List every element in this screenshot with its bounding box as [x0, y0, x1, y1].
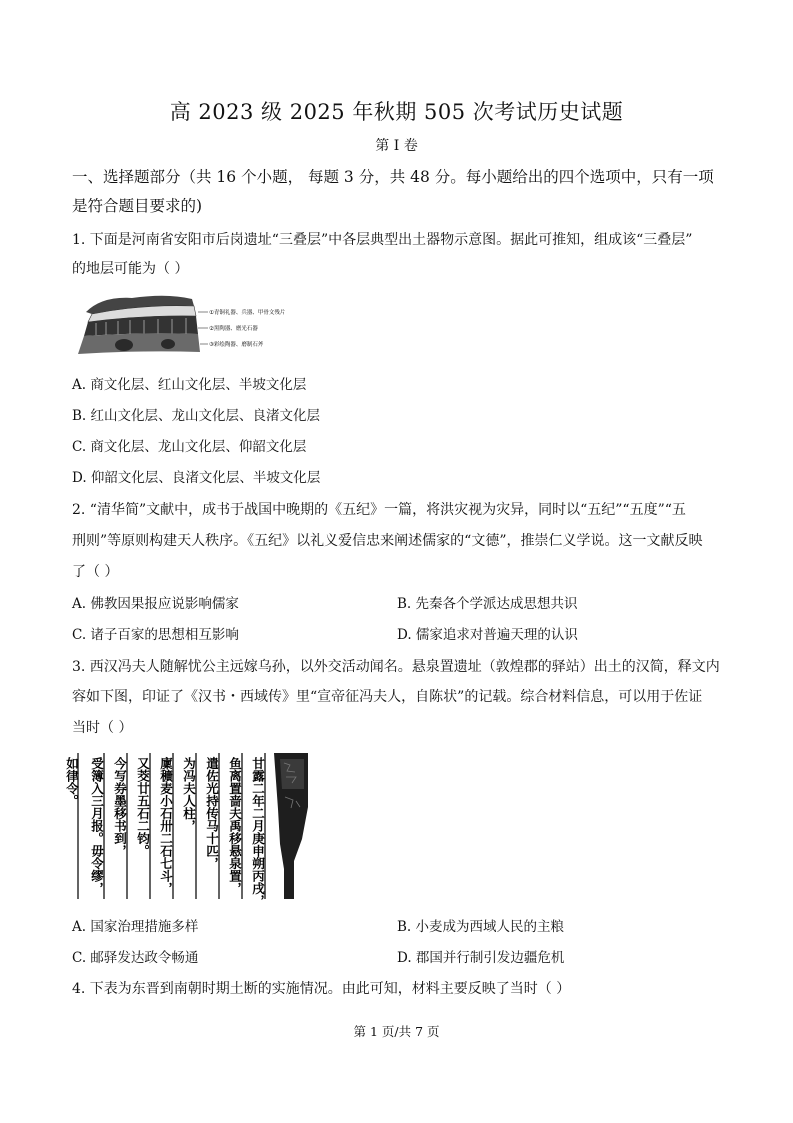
q1-stratigraphy-figure	[72, 290, 312, 358]
q2-option-c[interactable]: C. 诸子百家的思想相互影响	[72, 627, 239, 643]
q3-option-c[interactable]: C. 邮驿发达政令畅通	[72, 950, 199, 966]
q3-han-slip-figure	[64, 749, 312, 907]
slip-column-2: 鱼离置啬夫禹移悬泉置，	[227, 757, 243, 895]
slip-column-6: 又茭廿五石二钧。	[135, 757, 151, 857]
q1-option-d[interactable]: D. 仰韶文化层、良渚文化层、半坡文化层	[72, 470, 321, 486]
q3-stem-line2: 容如下图，印证了《汉书・西域传》里“宣帝征冯夫人，自陈状”的记载。综合材料信息，可以用于佐证	[72, 689, 703, 705]
q2-stem-line2: 刑则”等原则构建天人秩序。《五纪》以礼义爱信忠来阐述儒家的“文德”，推崇仁义学说。这一文献反映	[72, 533, 703, 549]
slip-column-8: 受簿入三月报。毋令缪，	[89, 757, 105, 895]
slip-column-5: 廩穬麦小石卅二石七斗，	[158, 757, 174, 895]
volume-label: 第 I 卷	[375, 138, 418, 154]
q2-stem-line3: 了（ ）	[72, 564, 119, 580]
q1-stem-line1: 1. 下面是河南省安阳市后岗遗址“三叠层”中各层典型出土器物示意图。据此可推知，组成该“三叠层”	[72, 232, 693, 248]
q2-stem-line1: 2. “清华简”文献中，成书于战国中晚期的《五纪》一篇，将洪灾视为灾异，同时以“五纪”“五度”“五	[72, 502, 686, 518]
page-footer: 第 1 页/共 7 页	[353, 1024, 440, 1039]
q3-option-a[interactable]: A. 国家治理措施多样	[72, 919, 199, 935]
slip-column-4: 为冯夫人柱，	[181, 757, 197, 832]
q1-legend-layer3: ③彩绘陶器、磨制石斧	[209, 342, 264, 348]
section-heading-line1: 一、选择题部分（共 16 个小题， 每题 3 分，共 48 分。每小题给出的四个选项中，只有一项	[72, 168, 714, 186]
q1-legend-layer2: ②黑陶器、磨光石器	[209, 326, 258, 332]
slip-column-7: 今写券墨移书到，	[112, 757, 128, 857]
slip-column-3: 遣佐光持传马十匹，	[204, 757, 220, 870]
slip-column-1: 甘露二年二月庚申朔丙戌，	[250, 757, 266, 907]
q2-option-b[interactable]: B. 先秦各个学派达成思想共识	[397, 596, 578, 612]
q1-option-a[interactable]: A. 商文化层、红山文化层、半坡文化层	[72, 377, 307, 393]
q3-option-d[interactable]: D. 郡国并行制引发边疆危机	[397, 950, 565, 966]
q1-stem-line2: 的地层可能为（ ）	[72, 261, 189, 277]
q1-option-b[interactable]: B. 红山文化层、龙山文化层、良渚文化层	[72, 408, 321, 424]
q4-stem-line1: 4. 下表为东晋到南朝时期土断的实施情况。由此可知，材料主要反映了当时（ ）	[72, 981, 571, 997]
q3-option-b[interactable]: B. 小麦成为西域人民的主粮	[397, 919, 565, 935]
slip-column-9: 如律令。	[64, 757, 80, 807]
q2-option-d[interactable]: D. 儒家追求对普遍天理的认识	[397, 627, 578, 643]
q3-stem-line1: 3. 西汉冯夫人随解忧公主远嫁乌孙，以外交活动闻名。悬泉置遗址（敦煌郡的驿站）出土的汉简，释文内	[72, 659, 720, 675]
q2-option-a[interactable]: A. 佛教因果报应说影响儒家	[72, 596, 239, 612]
section-heading-line2: 是符合题目要求的)	[72, 197, 203, 215]
page-title: 高 2023 级 2025 年秋期 505 次考试历史试题	[169, 100, 624, 124]
q1-legend-layer1: ①青铜礼器、兵器、甲骨文残片	[209, 310, 286, 316]
q3-stem-line3: 当时（ ）	[72, 720, 133, 736]
q1-option-c[interactable]: C. 商文化层、龙山文化层、仰韶文化层	[72, 439, 307, 455]
